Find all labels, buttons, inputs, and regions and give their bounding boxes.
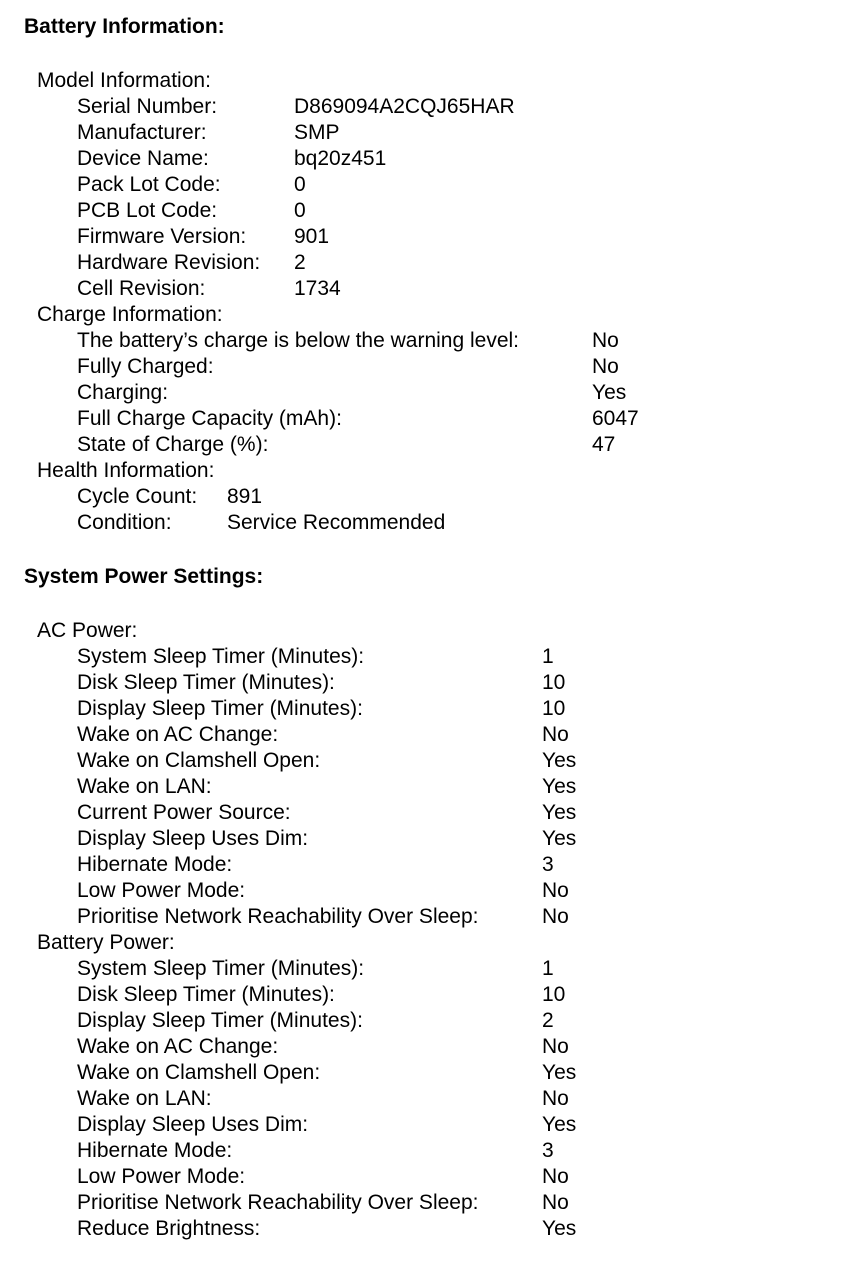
system-power-settings-heading: System Power Settings: [24,565,264,588]
info-row-value: Yes [542,1061,577,1084]
info-row-key: Low Power Mode: [77,1165,246,1188]
info-row-value: 10 [542,697,566,720]
info-row-value: No [542,879,569,902]
info-row-key: Display Sleep Uses Dim: [77,827,309,850]
info-row-key: Hardware Revision: [77,251,261,274]
info-row-value: 0 [294,199,306,222]
info-row-value: 1 [542,957,554,980]
info-row-key: Display Sleep Timer (Minutes): [77,1009,363,1032]
info-row-value: 10 [542,671,566,694]
info-row-key: Fully Charged: [77,355,214,378]
info-row-key: Cell Revision: [77,277,206,300]
info-row-key: Full Charge Capacity (mAh): [77,407,342,430]
model-information-label: Model Information: [37,69,211,92]
info-row-key: PCB Lot Code: [77,199,218,222]
info-row-key: Prioritise Network Reachability Over Sleep: [77,905,479,928]
health-information-label: Health Information: [37,459,215,482]
info-row-key: System Sleep Timer (Minutes): [77,645,365,668]
ac-power-label: AC Power: [37,619,138,642]
info-row-value: 901 [294,225,330,248]
info-row-value: SMP [294,121,340,144]
battery-information-heading: Battery Information: [24,15,225,38]
info-row-key: Current Power Source: [77,801,291,824]
info-row-value: No [592,355,619,378]
info-row-value: No [542,1087,569,1110]
info-row-key: Wake on LAN: [77,775,212,798]
info-row-key: Wake on LAN: [77,1087,212,1110]
info-row-value: Yes [542,827,577,850]
info-row-key: Firmware Version: [77,225,247,248]
info-row-key: Charging: [77,381,169,404]
info-row-value: Service Recommended [227,511,446,534]
info-row-key: Reduce Brightness: [77,1217,261,1240]
info-row-key: Manufacturer: [77,121,207,144]
info-row-value: 10 [542,983,566,1006]
charge-information-label: Charge Information: [37,303,223,326]
info-row-value: Yes [542,749,577,772]
info-row-key: System Sleep Timer (Minutes): [77,957,365,980]
info-row-key: Pack Lot Code: [77,173,221,196]
info-row-value: Yes [542,1113,577,1136]
info-row-value: Yes [542,775,577,798]
info-row-key: Hibernate Mode: [77,1139,233,1162]
info-row-key: Disk Sleep Timer (Minutes): [77,983,335,1006]
info-row-value: 3 [542,1139,554,1162]
info-row-key: Condition: [77,511,172,534]
info-row-key: The battery’s charge is below the warning level: [77,329,520,352]
info-row-value: No [542,1165,569,1188]
info-row-value: No [542,905,569,928]
info-row-value: bq20z451 [294,147,387,170]
info-row-value: 891 [227,485,263,508]
info-row-key: State of Charge (%): [77,433,269,456]
info-row-key: Wake on Clamshell Open: [77,749,321,772]
info-row-value: 2 [294,251,306,274]
info-row-value: No [592,329,619,352]
info-row-value: 47 [592,433,616,456]
info-row-value: 1734 [294,277,341,300]
info-row-value: 6047 [592,407,639,430]
info-row-key: Device Name: [77,147,209,170]
info-row-value: 1 [542,645,554,668]
info-row-value: No [542,723,569,746]
info-row-value: Yes [592,381,627,404]
info-row-value: Yes [542,801,577,824]
info-row-key: Cycle Count: [77,485,198,508]
info-row-key: Low Power Mode: [77,879,246,902]
info-row-key: Prioritise Network Reachability Over Sleep: [77,1191,479,1214]
info-row-key: Display Sleep Timer (Minutes): [77,697,363,720]
info-row-key: Wake on AC Change: [77,1035,279,1058]
battery-power-label: Battery Power: [37,931,175,954]
info-row-key: Serial Number: [77,95,218,118]
info-row-value: 2 [542,1009,554,1032]
info-row-value: No [542,1191,569,1214]
info-row-key: Disk Sleep Timer (Minutes): [77,671,335,694]
info-row-value: Yes [542,1217,577,1240]
info-row-value: 3 [542,853,554,876]
info-row-key: Wake on Clamshell Open: [77,1061,321,1084]
info-row-key: Wake on AC Change: [77,723,279,746]
info-row-key: Display Sleep Uses Dim: [77,1113,309,1136]
info-row-value: D869094A2CQJ65HAR [294,95,515,118]
info-row-key: Hibernate Mode: [77,853,233,876]
info-row-value: 0 [294,173,306,196]
info-row-value: No [542,1035,569,1058]
